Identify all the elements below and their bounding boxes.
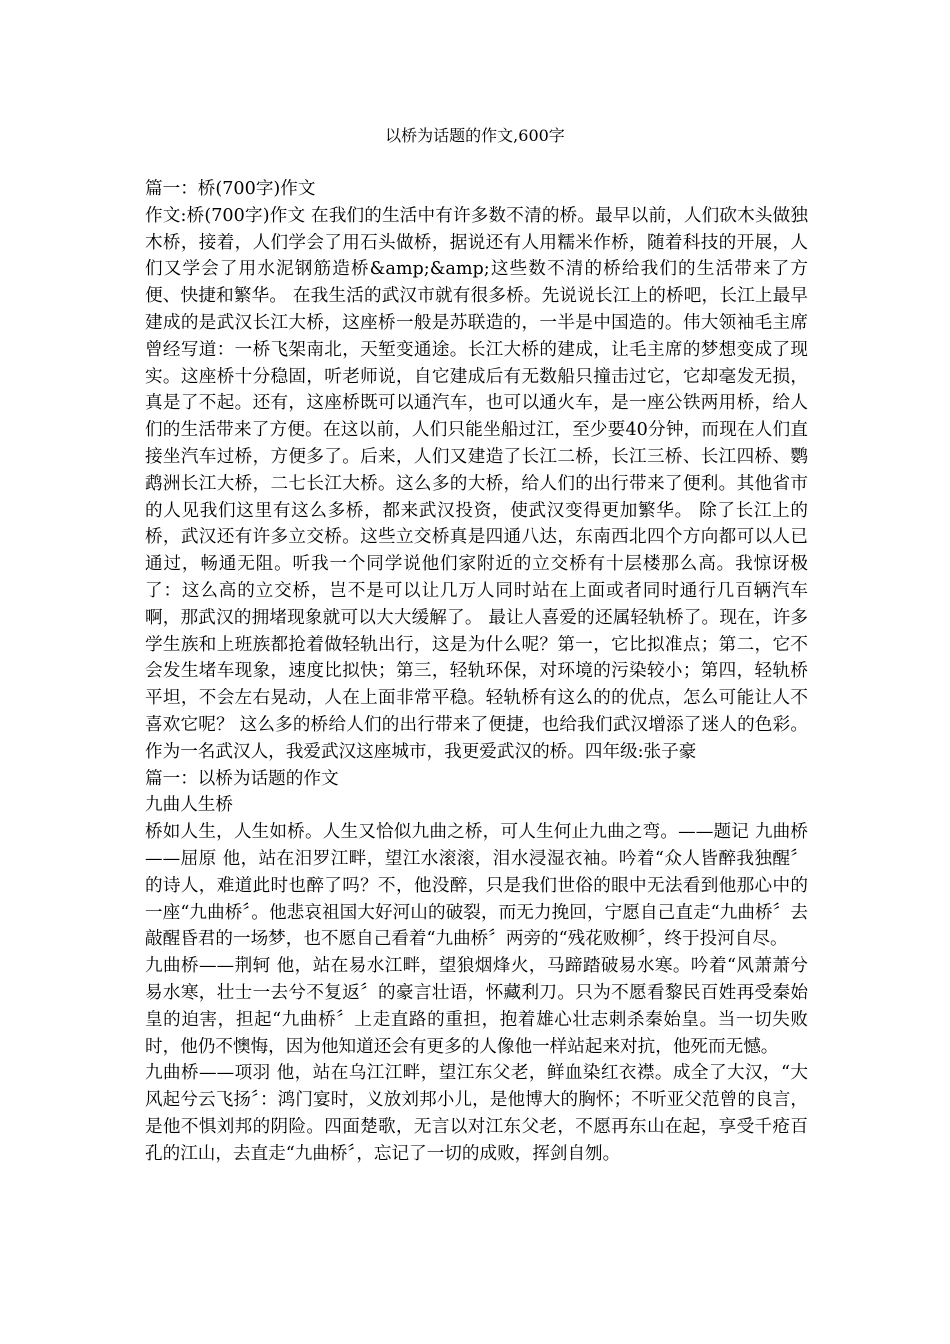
- essay-paragraph-quyuan: 桥如人生，人生如桥。人生又恰似九曲之桥，可人生何止九曲之弯。——题记 九曲桥——屈原 他，站在汨罗江畔，望江水滚滚，泪水浸湿衣袖。吟着“众人皆醉我独醒〞的诗人，难道此时也醉了吗？不，他没醉，只是我们世俗的眼中无法看到他那心中的一座“九曲桥〞。他悲哀祖国大好河山的破裂，而无力挽回，宁愿自己直走“九曲桥〞去敲醒昏君的一场梦，也不愿自己看着“九曲桥〞两旁的“残花败柳〞，终于投河自尽。: [145, 822, 808, 950]
- document-title: 以桥为话题的作文,600字: [385, 126, 565, 145]
- essay-paragraph-wuhan-bridges: 作文:桥(700字)作文 在我们的生活中有许多数不清的桥。最早以前，人们砍木头做独木桥，接着，人们学会了用石头做桥，据说还有人用糯米作桥，随着科技的开展，人们又学会了用水泥钢筋造桥&amp;&amp;这些数不清的桥给我们的生活带来了方便、快捷和繁华。 在我生活的武汉市就有很多桥。先说说长江上的桥吧，长江上最早建成的是武汉长江大桥，这座桥一般是苏联造的，一半是中国造的。伟大领袖毛主席曾经写道：一桥飞架南北，天堑变通途。长江大桥的建成，让毛主席的梦想变成了现实。这座桥十分稳固，听老师说，自它建成后有无数船只撞击过它，它却毫发无损，真是了不起。还有，这座桥既可以通汽车，也可以通火车，是一座公铁两用桥，给人们的生活带来了方便。在这以前，人们只能坐船过江，至少要40分钟，而现在人们直接坐汽车过桥，方便多了。后来，人们又建造了长江二桥，长江三桥、长江四桥、鹦鹉洲长江大桥，二七长江大桥。这么多的大桥，给人们的出行带来了便利。其他省市的人见我们这里有这么多桥，都来武汉投资，使武汉变得更加繁华。 除了长江上的桥，武汉还有许多立交桥。这些立交桥真是四通八达，东南西北四个方向都可以人已通过，畅通无阻。听我一个同学说他们家附近的立交桥有十层楼那么高。我惊讶极了：这么高的立交桥，岂不是可以让几万人同时站在上面或者同时通行几百辆汽车啊，那武汉的拥堵现象就可以大大缓解了。 最让人喜爱的还属轻轨桥了。现在，许多学生族和上班族都抢着做轻轨出行，这是为什么呢？第一，它比拟准点；第二，它不会发生堵车现象，速度比拟快；第三，轻轨环保，对环境的污染较小；第四，轻轨桥平坦，不会左右晃动，人在上面非常平稳。轻轨桥有这么的的优点，怎么可能让人不喜欢它呢？ 这么多的桥给人们的出行带来了便捷，也给我们武汉增添了迷人的色彩。作为一名武汉人，我爱武汉这座城市，我更爱武汉的桥。四年级:张子豪: [145, 205, 808, 762]
- essay-paragraph-jingke: 九曲桥——荆轲 他，站在易水江畔，望狼烟烽火，马蹄踏破易水寒。吟着“风萧萧兮易水寒，壮士一去兮不复返〞的豪言壮语，怀藏利刀。只为不愿看黎民百姓再受秦始皇的迫害，担起“九曲桥〞上走直路的重担，抱着雄心壮志刺杀秦始皇。当一切失败时，他仍不懊悔，因为他知道还会有更多的人像他一样站起来对抗，他死而无憾。: [145, 956, 808, 1057]
- document-body: [145, 176, 808, 1167]
- section-heading-bridge-700: 篇一：桥(700字)作文: [145, 179, 316, 199]
- essay-paragraph-xiangyu: 九曲桥——项羽 他，站在乌江江畔，望江东父老，鲜血染红衣襟。成全了大汉，“大风起兮云飞扬〞：鸿门宴时，义放刘邦小儿，是他博大的胸怀；不听亚父范曾的良言，是他不惧刘邦的阴险。四面楚歌，无言以对江东父老，不愿再东山在起，享受千疮百孔的江山，去直走“九曲桥〞，忘记了一切的成败，挥剑自刎。: [145, 1063, 808, 1164]
- essay-title-jiuqu: 九曲人生桥: [145, 795, 233, 816]
- section-heading-bridge-topic: 篇一：以桥为话题的作文: [145, 768, 339, 789]
